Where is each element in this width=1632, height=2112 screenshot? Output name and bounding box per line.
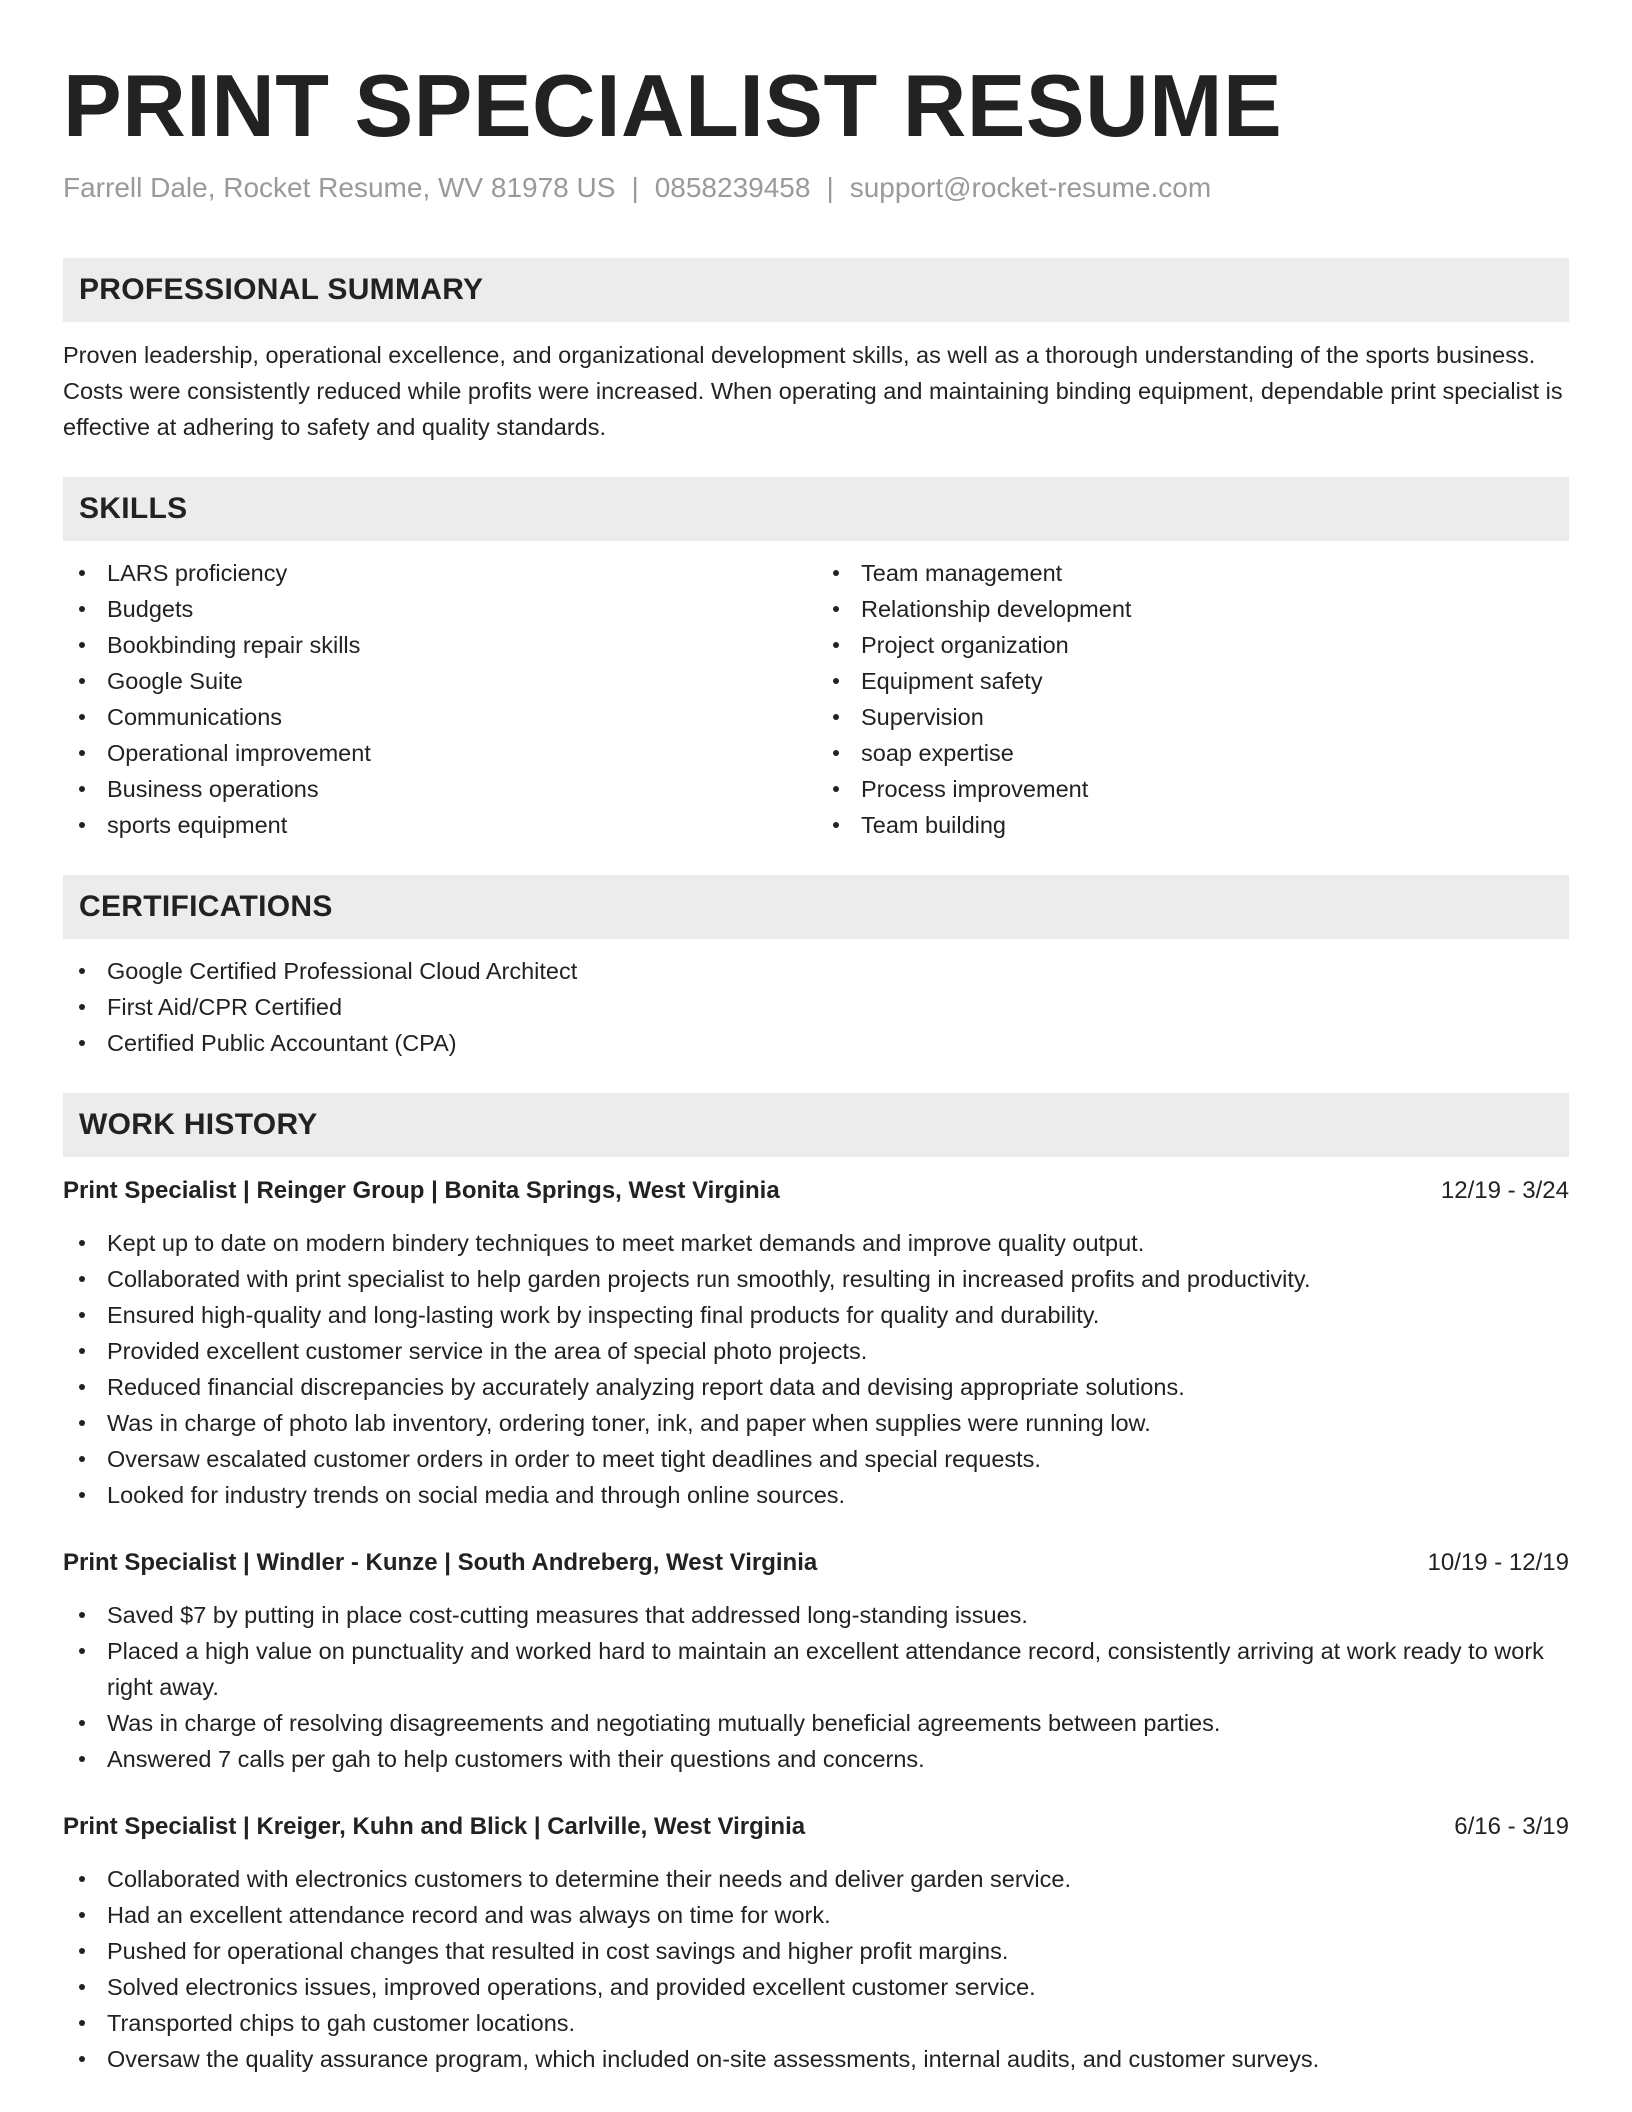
certification-item: First Aid/CPR Certified xyxy=(63,989,1569,1025)
contact-separator: | xyxy=(631,172,639,203)
skill-item: Process improvement xyxy=(817,771,1569,807)
skill-item: sports equipment xyxy=(63,807,815,843)
contact-phone: 0858239458 xyxy=(654,172,811,203)
skills-columns xyxy=(63,555,1569,843)
certifications-heading: CERTIFICATIONS xyxy=(63,875,1569,939)
skill-item: Budgets xyxy=(63,591,815,627)
certification-item: Certified Public Accountant (CPA) xyxy=(63,1025,1569,1061)
job-entry xyxy=(63,1545,1569,1777)
job-title: Print Specialist | Reinger Group | Bonita Springs, West Virginia xyxy=(63,1177,780,1204)
skill-item: Project organization xyxy=(817,627,1569,663)
job-bullets xyxy=(63,1861,1569,2077)
certification-item: Google Certified Professional Cloud Architect xyxy=(63,953,1569,989)
skill-item: Bookbinding repair skills xyxy=(63,627,815,663)
job-bullet: Pushed for operational changes that resulted in cost savings and higher profit margins. xyxy=(63,1933,1569,1969)
job-bullet: Looked for industry trends on social media and through online sources. xyxy=(63,1477,1569,1513)
skill-item: Google Suite xyxy=(63,663,815,699)
job-bullet: Was in charge of photo lab inventory, ordering toner, ink, and paper when supplies were running low. xyxy=(63,1405,1569,1441)
skill-item: Communications xyxy=(63,699,815,735)
job-bullet: Collaborated with electronics customers to determine their needs and deliver garden service. xyxy=(63,1861,1569,1897)
job-header xyxy=(63,1173,1569,1209)
contact-separator: | xyxy=(826,172,834,203)
job-bullet: Oversaw the quality assurance program, which included on-site assessments, internal audits, and customer surveys. xyxy=(63,2041,1569,2077)
job-dates: 6/16 - 3/19 xyxy=(1454,1813,1569,1840)
job-bullet: Placed a high value on punctuality and worked hard to maintain an excellent attendance record, consistently arriving at work ready to work right away. xyxy=(63,1633,1569,1705)
job-entry xyxy=(63,1809,1569,2077)
summary-heading: PROFESSIONAL SUMMARY xyxy=(63,258,1569,322)
contact-line xyxy=(63,170,1569,206)
job-bullet: Reduced financial discrepancies by accurately analyzing report data and devising appropriate solutions. xyxy=(63,1369,1569,1405)
job-bullet: Oversaw escalated customer orders in order to meet tight deadlines and special requests. xyxy=(63,1441,1569,1477)
job-bullets xyxy=(63,1225,1569,1513)
skill-item: LARS proficiency xyxy=(63,555,815,591)
skill-item: Equipment safety xyxy=(817,663,1569,699)
contact-address: Farrell Dale, Rocket Resume, WV 81978 US xyxy=(63,172,616,203)
job-title: Print Specialist | Kreiger, Kuhn and Blick | Carlville, West Virginia xyxy=(63,1813,806,1840)
skills-heading: SKILLS xyxy=(63,477,1569,541)
skill-item: soap expertise xyxy=(817,735,1569,771)
job-entry xyxy=(63,1173,1569,1513)
certifications-list xyxy=(63,953,1569,1061)
job-bullet: Provided excellent customer service in the area of special photo projects. xyxy=(63,1333,1569,1369)
skill-item: Supervision xyxy=(817,699,1569,735)
job-header xyxy=(63,1809,1569,1845)
summary-text: Proven leadership, operational excellence, and organizational development skills, as well as a thorough understanding of the sports business. Costs were consistently reduced while profits were increased. When operating and maintaining binding equipment, dependable print specialist is effective at adhering to safety and quality standards. xyxy=(63,342,1563,440)
skill-item: Business operations xyxy=(63,771,815,807)
job-title: Print Specialist | Windler - Kunze | South Andreberg, West Virginia xyxy=(63,1549,818,1576)
skills-right-list xyxy=(815,555,1569,843)
work-history-heading: WORK HISTORY xyxy=(63,1093,1569,1157)
job-bullet: Kept up to date on modern bindery techniques to meet market demands and improve quality output. xyxy=(63,1225,1569,1261)
contact-email: support@rocket-resume.com xyxy=(849,172,1212,203)
page-title: PRINT SPECIALIST RESUME xyxy=(63,56,1283,155)
skill-item: Team management xyxy=(817,555,1569,591)
job-bullet: Solved electronics issues, improved operations, and provided excellent customer service. xyxy=(63,1969,1569,2005)
skills-left-list xyxy=(63,555,815,843)
job-bullet: Saved $7 by putting in place cost-cutting measures that addressed long-standing issues. xyxy=(63,1597,1569,1633)
job-dates: 10/19 - 12/19 xyxy=(1427,1549,1569,1576)
job-bullet: Was in charge of resolving disagreements and negotiating mutually beneficial agreements between parties. xyxy=(63,1705,1569,1741)
job-bullet: Ensured high-quality and long-lasting work by inspecting final products for quality and durability. xyxy=(63,1297,1569,1333)
job-bullet: Had an excellent attendance record and was always on time for work. xyxy=(63,1897,1569,1933)
job-bullet: Transported chips to gah customer locations. xyxy=(63,2005,1569,2041)
job-bullets xyxy=(63,1597,1569,1777)
skill-item: Operational improvement xyxy=(63,735,815,771)
job-dates: 12/19 - 3/24 xyxy=(1440,1177,1569,1204)
job-header xyxy=(63,1545,1569,1581)
skill-item: Team building xyxy=(817,807,1569,843)
skill-item: Relationship development xyxy=(817,591,1569,627)
job-bullet: Collaborated with print specialist to help garden projects run smoothly, resulting in increased profits and productivity. xyxy=(63,1261,1569,1297)
job-bullet: Answered 7 calls per gah to help customers with their questions and concerns. xyxy=(63,1741,1569,1777)
